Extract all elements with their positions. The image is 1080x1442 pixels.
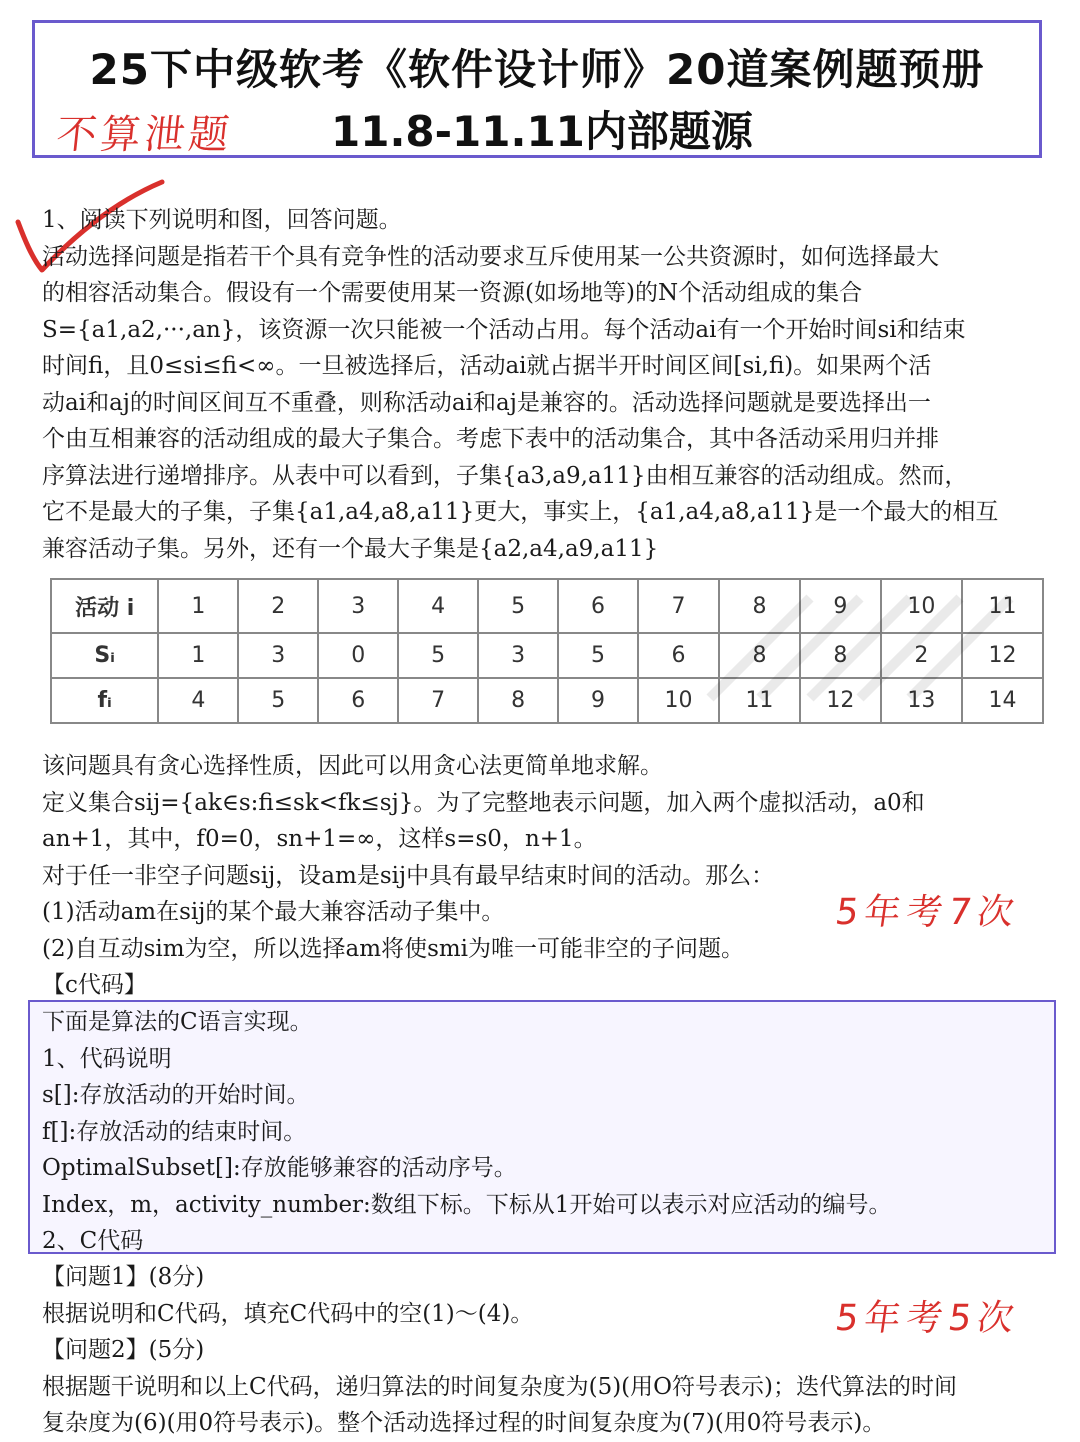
table-cell: 7 (638, 579, 719, 633)
text-line: 2、C代码 (42, 1228, 144, 1254)
table-cell: 8 (800, 633, 881, 678)
table-cell: 5 (558, 633, 638, 678)
text-line: 兼容活动子集。另外，还有一个最大子集是{a2,a4,a9,a11} (42, 535, 659, 562)
table-cell: 4 (398, 579, 478, 633)
table-cell: 10 (881, 579, 962, 633)
table-cell: 5 (398, 633, 478, 678)
table-cell: 10 (638, 678, 719, 723)
text-line: 复杂度为(6)(用0符号表示)。整个活动选择过程的时间复杂度为(7)(用0符号表示)。 (42, 1410, 886, 1436)
text-line: OptimalSubset[]:存放能够兼容的活动序号。 (42, 1155, 517, 1181)
header-box (32, 20, 1042, 158)
text-line: 根据题干说明和以上C代码，递归算法的时间复杂度为(5)(用O符号表示)；迭代算法的时间 (42, 1373, 957, 1400)
text-line: 下面是算法的C语言实现。 (42, 1009, 313, 1035)
table-header-cell: fᵢ (51, 678, 158, 723)
middle-paragraph (42, 748, 1062, 1004)
text-line: f[]:存放活动的结束时间。 (42, 1118, 307, 1145)
table-cell: 11 (962, 579, 1043, 633)
text-line: 活动选择问题是指若干个具有竞争性的活动要求互斥使用某一公共资源时，如何选择最大 (42, 243, 939, 270)
table-cell: 6 (318, 678, 398, 723)
text-line: 1、阅读下列说明和图，回答问题。 (42, 207, 402, 233)
table-header-cell: 活动 i (51, 579, 158, 633)
text-line: S={a1,a2,···,an}，该资源一次只能被一个活动占用。每个活动ai有一个开始时间si和结束 (42, 316, 966, 343)
text-line: 个由互相兼容的活动组成的最大子集合。考虑下表中的活动集合，其中各活动采用归并排 (42, 426, 939, 452)
question-heading: 【问题1】(8分) (42, 1264, 205, 1290)
text-line: 的相容活动集合。假设有一个需要使用某一资源(如场地等)的N个活动组成的集合 (42, 280, 863, 306)
text-line: 对于任一非空子问题sij，设am是sij中具有最早结束时间的活动。那么： (42, 862, 775, 889)
question-heading: 【问题2】(5分) (42, 1337, 205, 1363)
table-cell: 8 (478, 678, 558, 723)
handwritten-note-top: 不算泄题 (54, 112, 236, 158)
text-line: 该问题具有贪心选择性质，因此可以用贪心法更简单地求解。 (42, 753, 663, 779)
table-cell: 3 (238, 633, 318, 678)
page-title: 25下中级软考《软件设计师》20道案例题预册 (89, 45, 985, 94)
table-cell: 14 (962, 678, 1043, 723)
table-cell: 12 (800, 678, 881, 723)
table-cell: 12 (962, 633, 1043, 678)
intro-paragraph (42, 202, 1062, 567)
watermark-icon (690, 588, 1020, 708)
table-cell: 11 (719, 678, 800, 723)
text-line: Index，m，activity_number:数组下标。下标从1开始可以表示对应活动的编号。 (42, 1191, 892, 1218)
code-explanation (42, 1004, 1062, 1260)
text-line: 定义集合sij={ak∈s:fi≤sk<fk≤sj}。为了完整地表示问题，加入两个虚拟活动，a0和 (42, 789, 925, 816)
table-cell: 13 (881, 678, 962, 723)
table-header-cell: Sᵢ (51, 633, 158, 678)
text-line: s[]:存放活动的开始时间。 (42, 1082, 310, 1108)
table-cell: 8 (719, 579, 800, 633)
table-cell: 4 (158, 678, 238, 723)
table-cell: 9 (558, 678, 638, 723)
table-cell: 2 (238, 579, 318, 633)
table-cell: 9 (800, 579, 881, 633)
section-label: 【c代码】 (42, 972, 147, 998)
text-line: 序算法进行递增排序。从表中可以看到，子集{a3,a9,a11}由相互兼容的活动组成。然而， (42, 462, 968, 489)
text-line: 动ai和aj的时间区间互不重叠，则称活动ai和aj是兼容的。活动选择问题就是要选择出一 (42, 389, 931, 416)
handwritten-note: 5年考5次 (832, 1298, 1023, 1339)
table-cell: 2 (881, 633, 962, 678)
questions (42, 1259, 1062, 1442)
table-cell: 5 (478, 579, 558, 633)
text-line: 它不是最大的子集，子集{a1,a4,a8,a11}更大，事实上，{a1,a4,a8,a11}是一个最大的相互 (42, 499, 999, 525)
table-cell: 1 (158, 633, 238, 678)
table-cell: 3 (478, 633, 558, 678)
page-subtitle: 11.8-11.11内部题源 (331, 107, 753, 156)
table-cell: 1 (158, 579, 238, 633)
table-cell: 7 (398, 678, 478, 723)
handwritten-note: 5年考7次 (832, 892, 1023, 933)
text-line: an+1，其中，f0=0，sn+1=∞，这样s=s0，n+1。 (42, 826, 597, 852)
table-cell: 0 (318, 633, 398, 678)
table-cell: 3 (318, 579, 398, 633)
table-cell: 6 (638, 633, 719, 678)
table-cell: 6 (558, 579, 638, 633)
text-line: (1)活动am在sij的某个最大兼容活动子集中。 (42, 899, 505, 925)
text-line: 根据说明和C代码，填充C代码中的空(1)～(4)。 (42, 1300, 534, 1327)
text-line: 1、代码说明 (42, 1045, 172, 1072)
text-line: 时间fi，且0≤si≤fi<∞。一旦被选择后，活动ai就占据半开时间区间[si,fi)。如果两个活 (42, 353, 932, 379)
text-line: (2)自互动sim为空，所以选择am将使smi为唯一可能非空的子问题。 (42, 935, 745, 962)
table-cell: 5 (238, 678, 318, 723)
table-cell: 8 (719, 633, 800, 678)
